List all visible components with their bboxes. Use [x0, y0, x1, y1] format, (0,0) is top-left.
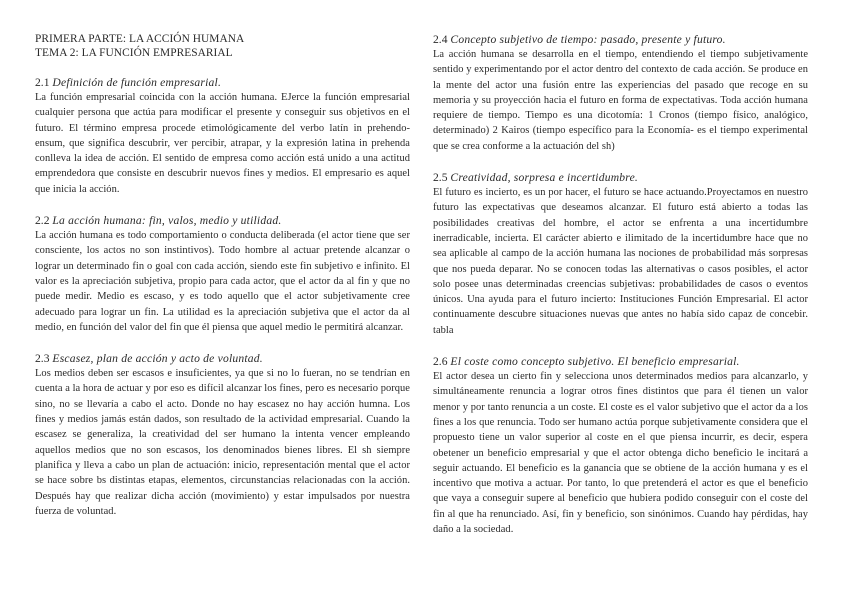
section-title-text: Escasez, plan de acción y acto de voluntad. — [52, 352, 263, 366]
section-title-text: La acción humana: fin, valos, medio y utilidad. — [52, 214, 282, 228]
left-column — [35, 32, 410, 519]
section-number: 2.1 — [35, 76, 50, 89]
section-2-5 — [433, 170, 808, 338]
section-body: La acción humana es todo comportamiento o conducta deliberada (el actor tiene que ser consciente, los actos no son instintivos). Todo hombre al actuar pretende alcanzar o lograr un determinado fin o goal con cada acción, siendo este fin subjetivo e infinito. El valor es la apreciación subjetiva, propio para cada actor, que el actor da al fin y que no puede medir. Medio es escaso, y es todo aquello que el actor subjetivamente cree adecuado para lograr un fin. La utilidad es la apreciación subjetiva que el actor da al medio, en función del valor del fin que él piensa que aquel medio le permitirá alcanzar. — [35, 230, 410, 333]
section-title — [433, 32, 808, 47]
section-title — [35, 213, 410, 228]
section-title-text: Definición de función empresarial. — [52, 76, 222, 89]
section-body: La acción humana se desarrolla en el tiempo, entendiendo el tiempo subjetivamente sentido y experimentando por el actor dentro del contexto de cada acción. Se produce en la mente del actor una fusión entre las experiencias del pasado que recoge en su memoria y su proyección hacia el futuro en forma de expectativas. Toda acción humana requiere de tiempo. Tiempo es una dicotomía: 1 Cronos (tiempo físico, analógico, determinado) 2 Kairos (tiempo específico para la Economía- es el tiempo experimental que se crea conforme a la actuación del sh) — [433, 49, 808, 152]
section-number: 2.6 — [433, 355, 448, 369]
section-title-text: El coste como concepto subjetivo. El beneficio empresarial. — [450, 355, 740, 369]
right-column — [433, 32, 808, 537]
section-2-2 — [35, 213, 410, 335]
section-body: La función empresarial coincida con la acción humana. EJerce la función empresarial cualquier persona que actúa para modificar el presente y conseguir sus objetivos en el futuro. El término empresa procede etimológicamente del verbo latín in prehendo-ensum, que significa descubrir, ver percibir, atrapar, y la expresión latina in prehenda conlleva la idea de acción. El sentido de empresa como acción está unido a una actitud emprendedora que consiste en descubrir nuevos fines y medios. El empresario es aquel que inicia la acción. — [35, 92, 410, 195]
section-title-text: Concepto subjetivo de tiempo: pasado, presente y futuro. — [450, 33, 726, 46]
section-number: 2.4 — [433, 33, 448, 46]
section-body: El actor desea un cierto fin y selecciona unos determinados medios para alcanzarlo, y simultáneamente renuncia a lograr otros fines distintos que para él tienen un valor menor y por tanto renuncia a un coste. El coste es el valor subjetivo que el actor da a los fines a los que renuncia. Todo ser humano actúa porque subjetivamente considera que el propuesto tiene un valor superior al coste en el que piensa incurrir, es decir, espera obetener un beneficio empresarial y que el actor obtenga dicho beneficio le incitará a seguir actuando. El beneficio es la ganancia que se obtiene de la acción humana y es el incentivo que motiva a actuar. Por tanto, lo que pretenderá el actor es que el beneficio que vaya a conseguir supere al beneficio que hubiera podido conseguir con el coste del fin al que ha renunciado. Así, fin y beneficio, son sinónimos. Cuando hay pérdidas, hay daño a la sociedad. — [433, 371, 808, 536]
section-2-4 — [433, 32, 808, 154]
section-number: 2.2 — [35, 214, 50, 228]
section-title — [433, 354, 808, 369]
section-body: Los medios deben ser escasos e insuficientes, ya que si no lo fueran, no se tendrían en cuenta a la hora de actuar y por eso es difícil alcanzar los fines, pero es necesario porque sino, no se llevaría a cabo el acto. Donde no hay escasez no hay acción humna. Los fines y medios jamás están dados, son resultado de la actividad empresarial. Cuando la escasez se generaliza, la creatividad del ser humano la intenta vencer empleando aquellos medios que no son escasos, los denominados bienes libres. El sh siempre planifica y lleva a cabo un plan de actuación: inicio, representación mental que el actor se hace sobre bs distintas etapas, elementos, circunstancias relacionadas con la acción. Después hay que realizar dicha acción (movimiento) y estar impulsados por nuestra fuerza de voluntad. — [35, 368, 410, 517]
section-2-1 — [35, 75, 410, 197]
section-number: 2.5 — [433, 171, 448, 185]
section-2-6 — [433, 354, 808, 537]
section-title — [433, 170, 808, 185]
section-2-3 — [35, 351, 410, 519]
section-body: El futuro es incierto, es un por hacer, el futuro se hace actuando.Proyectamos en nuestro futuro las expectativas que deseamos alcanzar. El futuro está abierto a todas las posibilidades creativas del hombre, el actor se enfrenta a una incertidumbre inerradicable, incierta. El carácter abierto e ilimitado de la incertidumbre hace que no sea aplicable al campo de la acción humana las nociones de probabilidad más sorpresas que nos pueda deparar. No se conocen todas las alternativas o casos posibles, el actor solo posee unas determinadas creencias subjetivas: probabilidades de casos o eventos únicos. Una ayuda para el futuro incierto: Instituciones Función Empresarial. El actor continuamente descubre situaciones nuevas que antes no había sido capaz de concebir. tabla — [433, 187, 808, 336]
section-number: 2.3 — [35, 352, 50, 366]
topic-heading: TEMA 2: LA FUNCIÓN EMPRESARIAL — [35, 47, 233, 59]
section-title — [35, 351, 410, 366]
section-title-text: Creatividad, sorpresa e incertidumbre. — [450, 171, 639, 185]
part-heading: PRIMERA PARTE: LA ACCIÓN HUMANA — [35, 33, 245, 45]
section-title — [35, 75, 410, 90]
